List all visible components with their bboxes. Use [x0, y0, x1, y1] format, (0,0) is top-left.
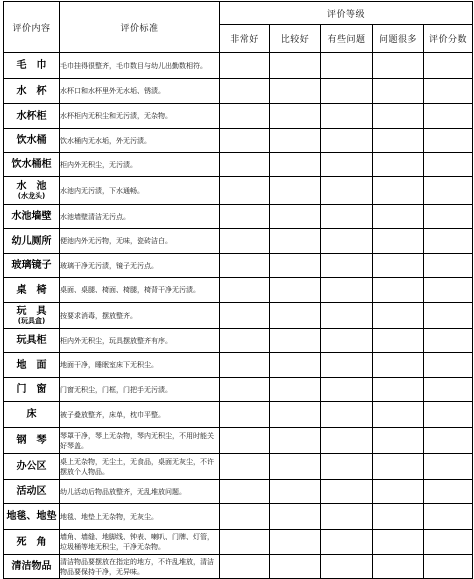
item-cell — [4, 278, 60, 303]
table-row — [4, 53, 473, 79]
table-row — [4, 329, 473, 353]
header-grade-many-issues: 问题很多 — [373, 25, 424, 53]
grade-cell-very-good[interactable] — [220, 278, 270, 303]
item-sublabel: (水龙头) — [17, 192, 46, 200]
grade-cell-very-good[interactable] — [220, 454, 270, 480]
table-row — [4, 129, 473, 153]
grade-cell-many-issues[interactable] — [373, 530, 424, 555]
grade-cell-many-issues[interactable] — [373, 129, 424, 153]
criteria-cell: 饮水桶内无水垢，外无污渍。 — [60, 129, 220, 153]
criteria-cell: 水池墙壁清洁无污点。 — [60, 205, 220, 229]
table-row — [4, 530, 473, 555]
item-cell — [4, 329, 60, 353]
item-label: 玩具柜 — [16, 335, 47, 346]
grade-cell-very-good[interactable] — [220, 303, 270, 329]
item-label: 幼儿厕所 — [11, 235, 52, 247]
item-label: 饮水桶柜 — [11, 159, 52, 170]
grade-cell-score[interactable] — [424, 254, 473, 278]
grade-cell-many-issues[interactable] — [373, 480, 424, 504]
criteria-cell: 琴罩干净，琴上无杂物，琴内无积尘，不用时能关好琴盖。 — [60, 428, 220, 454]
grade-cell-good[interactable] — [270, 555, 321, 579]
grade-cell-some-issues[interactable] — [321, 378, 373, 402]
item-cell — [4, 378, 60, 402]
item-label: 床 — [26, 409, 37, 420]
grade-cell-many-issues[interactable] — [373, 104, 424, 129]
header-grade-some-issues: 有些问题 — [321, 25, 373, 53]
criteria-cell: 墙角、墙缝、地脚线、钟表、喇叭、门牌、灯管，垃圾桶等地无积尘，干净无杂物。 — [60, 530, 220, 555]
criteria-cell: 柜内外无积尘，无污渍。 — [60, 153, 220, 177]
table-row — [4, 153, 473, 177]
grade-cell-good[interactable] — [270, 229, 321, 254]
grade-cell-good[interactable] — [270, 278, 321, 303]
grade-cell-some-issues[interactable] — [321, 303, 373, 329]
criteria-cell: 地毯、地垫上无杂物，无灰尘。 — [60, 504, 220, 530]
grade-cell-very-good[interactable] — [220, 555, 270, 579]
grade-cell-very-good[interactable] — [220, 378, 270, 402]
item-sublabel: (玩具盒) — [17, 317, 46, 325]
grade-cell-very-good[interactable] — [220, 229, 270, 254]
grade-cell-many-issues[interactable] — [373, 79, 424, 104]
item-label: 桌 椅 — [16, 284, 47, 296]
grade-cell-very-good[interactable] — [220, 353, 270, 378]
item-cell — [4, 254, 60, 278]
item-label: 毛 巾 — [16, 60, 47, 71]
criteria-cell: 毛巾挂得很整齐，毛巾数目与幼儿出勤数相符。 — [60, 53, 220, 79]
evaluation-table — [3, 1, 473, 579]
grade-cell-very-good[interactable] — [220, 53, 270, 79]
criteria-cell: 门窗无积尘，门框，门把手无污渍。 — [60, 378, 220, 402]
grade-cell-good[interactable] — [270, 428, 321, 454]
header-grade-very-good: 非常好 — [220, 25, 270, 53]
grade-cell-some-issues[interactable] — [321, 530, 373, 555]
table-row — [4, 555, 473, 579]
grade-cell-some-issues[interactable] — [321, 53, 373, 79]
grade-cell-good[interactable] — [270, 153, 321, 177]
header-criteria: 评价标准 — [60, 2, 220, 53]
grade-cell-very-good[interactable] — [220, 428, 270, 454]
grade-cell-good[interactable] — [270, 254, 321, 278]
grade-cell-good[interactable] — [270, 53, 321, 79]
grade-cell-good[interactable] — [270, 378, 321, 402]
item-cell — [4, 79, 60, 104]
grade-cell-some-issues[interactable] — [321, 555, 373, 579]
grade-cell-many-issues[interactable] — [373, 303, 424, 329]
grade-cell-score[interactable] — [424, 504, 473, 530]
header-score: 评价分数 — [424, 25, 473, 53]
grade-cell-score[interactable] — [424, 555, 473, 579]
grade-cell-some-issues[interactable] — [321, 428, 373, 454]
item-label: 办公区 — [16, 461, 47, 472]
table-row — [4, 402, 473, 428]
grade-cell-many-issues[interactable] — [373, 378, 424, 402]
table-row — [4, 454, 473, 480]
grade-cell-good[interactable] — [270, 454, 321, 480]
item-cell — [4, 353, 60, 378]
grade-cell-many-issues[interactable] — [373, 402, 424, 428]
grade-cell-some-issues[interactable] — [321, 229, 373, 254]
criteria-cell: 水池内无污渍，下水通畅。 — [60, 177, 220, 205]
grade-cell-many-issues[interactable] — [373, 153, 424, 177]
grade-cell-some-issues[interactable] — [321, 104, 373, 129]
grade-cell-score[interactable] — [424, 229, 473, 254]
grade-cell-very-good[interactable] — [220, 402, 270, 428]
grade-cell-some-issues[interactable] — [321, 504, 373, 530]
item-cell — [4, 53, 60, 79]
item-cell — [4, 129, 60, 153]
grade-cell-very-good[interactable] — [220, 153, 270, 177]
table-body — [4, 53, 473, 579]
item-label: 饮水桶 — [16, 135, 47, 146]
grade-cell-many-issues[interactable] — [373, 353, 424, 378]
grade-cell-score[interactable] — [424, 480, 473, 504]
item-cell — [4, 428, 60, 454]
grade-cell-score[interactable] — [424, 353, 473, 378]
table-row — [4, 378, 473, 402]
grade-cell-score[interactable] — [424, 402, 473, 428]
criteria-cell: 便池内外无污物，无味，瓷砖洁白。 — [60, 229, 220, 254]
item-cell — [4, 504, 60, 530]
item-cell — [4, 530, 60, 555]
grade-cell-good[interactable] — [270, 504, 321, 530]
grade-cell-score[interactable] — [424, 454, 473, 480]
item-cell — [4, 177, 60, 205]
header-item: 评价内容 — [4, 2, 60, 53]
grade-cell-very-good[interactable] — [220, 129, 270, 153]
grade-cell-good[interactable] — [270, 530, 321, 555]
item-label: 地 面 — [16, 359, 47, 371]
grade-cell-score[interactable] — [424, 329, 473, 353]
item-cell — [4, 555, 60, 579]
grade-cell-some-issues[interactable] — [321, 353, 373, 378]
grade-cell-score[interactable] — [424, 205, 473, 229]
grade-cell-some-issues[interactable] — [321, 129, 373, 153]
item-label: 地毯、地垫 — [6, 511, 57, 522]
grade-cell-score[interactable] — [424, 153, 473, 177]
criteria-cell: 水杯柜内无积尘和无污渍，无杂物。 — [60, 104, 220, 129]
grade-cell-many-issues[interactable] — [373, 329, 424, 353]
grade-cell-good[interactable] — [270, 205, 321, 229]
header-grade-group: 评价等级 — [220, 2, 473, 25]
criteria-cell: 玻璃干净无污渍，镜子无污点。 — [60, 254, 220, 278]
item-cell — [4, 153, 60, 177]
criteria-cell: 柜内外无积尘，玩具摆放整齐有序。 — [60, 329, 220, 353]
criteria-cell: 清洁物品要摆放在指定的地方，不许乱堆放，清洁物品要保持干净，无异味。 — [60, 555, 220, 579]
grade-cell-some-issues[interactable] — [321, 205, 373, 229]
grade-cell-very-good[interactable] — [220, 205, 270, 229]
item-cell — [4, 205, 60, 229]
item-label: 水 杯 — [16, 85, 47, 97]
grade-cell-some-issues[interactable] — [321, 177, 373, 205]
grade-cell-good[interactable] — [270, 353, 321, 378]
grade-cell-some-issues[interactable] — [321, 254, 373, 278]
item-label: 水池墙壁 — [11, 211, 52, 222]
grade-cell-score[interactable] — [424, 530, 473, 555]
grade-cell-some-issues[interactable] — [321, 454, 373, 480]
item-label: 玩 具 — [16, 306, 47, 317]
table-row — [4, 229, 473, 254]
grade-cell-good[interactable] — [270, 79, 321, 104]
item-label: 活动区 — [16, 486, 47, 497]
grade-cell-some-issues[interactable] — [321, 329, 373, 353]
grade-cell-many-issues[interactable] — [373, 454, 424, 480]
item-cell — [4, 454, 60, 480]
item-cell — [4, 303, 60, 329]
grade-cell-many-issues[interactable] — [373, 205, 424, 229]
criteria-cell: 按要求消毒，摆放整齐。 — [60, 303, 220, 329]
grade-cell-very-good[interactable] — [220, 504, 270, 530]
grade-cell-many-issues[interactable] — [373, 229, 424, 254]
grade-cell-some-issues[interactable] — [321, 153, 373, 177]
grade-cell-good[interactable] — [270, 177, 321, 205]
table-row — [4, 79, 473, 104]
criteria-cell: 幼儿活动后物品放整齐，无乱堆放问题。 — [60, 480, 220, 504]
criteria-cell: 被子叠放整齐，床单，枕巾平整。 — [60, 402, 220, 428]
item-label: 水杯柜 — [16, 110, 47, 122]
grade-cell-many-issues[interactable] — [373, 555, 424, 579]
grade-cell-good[interactable] — [270, 329, 321, 353]
grade-cell-score[interactable] — [424, 177, 473, 205]
criteria-cell: 地面干净，睡眠室床下无积尘。 — [60, 353, 220, 378]
grade-cell-many-issues[interactable] — [373, 53, 424, 79]
grade-cell-very-good[interactable] — [220, 329, 270, 353]
criteria-cell: 水杯口和水杯里外无水垢、锈渍。 — [60, 79, 220, 104]
item-label: 水 池 — [16, 181, 47, 192]
grade-cell-some-issues[interactable] — [321, 278, 373, 303]
item-label: 钢 琴 — [16, 435, 47, 446]
table-row — [4, 278, 473, 303]
grade-cell-good[interactable] — [270, 480, 321, 504]
grade-cell-good[interactable] — [270, 402, 321, 428]
grade-cell-very-good[interactable] — [220, 79, 270, 104]
table-row — [4, 504, 473, 530]
grade-cell-score[interactable] — [424, 79, 473, 104]
grade-cell-some-issues[interactable] — [321, 79, 373, 104]
table-row — [4, 205, 473, 229]
table-row — [4, 177, 473, 205]
grade-cell-score[interactable] — [424, 104, 473, 129]
grade-cell-some-issues[interactable] — [321, 402, 373, 428]
grade-cell-score[interactable] — [424, 303, 473, 329]
item-label: 玻璃镜子 — [11, 260, 52, 271]
grade-cell-very-good[interactable] — [220, 104, 270, 129]
header-grade-good: 比较好 — [270, 25, 321, 53]
item-label: 门 窗 — [16, 384, 47, 395]
table-row — [4, 254, 473, 278]
grade-cell-score[interactable] — [424, 378, 473, 402]
grade-cell-score[interactable] — [424, 53, 473, 79]
item-cell — [4, 104, 60, 129]
table-row — [4, 303, 473, 329]
item-cell — [4, 480, 60, 504]
grade-cell-good[interactable] — [270, 129, 321, 153]
item-label: 清洁物品 — [11, 561, 52, 572]
grade-cell-many-issues[interactable] — [373, 254, 424, 278]
grade-cell-very-good[interactable] — [220, 177, 270, 205]
item-cell — [4, 402, 60, 428]
criteria-cell: 桌面、桌腿、椅面、椅腿，椅背干净无污渍。 — [60, 278, 220, 303]
grade-cell-very-good[interactable] — [220, 254, 270, 278]
criteria-cell: 桌上无杂物，无尘土，无食品，桌面无灰尘，不许摆放个人物品。 — [60, 454, 220, 480]
grade-cell-score[interactable] — [424, 129, 473, 153]
grade-cell-score[interactable] — [424, 428, 473, 454]
table-row — [4, 353, 473, 378]
grade-cell-score[interactable] — [424, 278, 473, 303]
grade-cell-many-issues[interactable] — [373, 177, 424, 205]
grade-cell-very-good[interactable] — [220, 530, 270, 555]
grade-cell-good[interactable] — [270, 303, 321, 329]
item-cell — [4, 229, 60, 254]
table-row — [4, 104, 473, 129]
grade-cell-many-issues[interactable] — [373, 428, 424, 454]
table-row — [4, 428, 473, 454]
item-label: 死 角 — [16, 536, 47, 548]
grade-cell-very-good[interactable] — [220, 480, 270, 504]
grade-cell-good[interactable] — [270, 104, 321, 129]
grade-cell-many-issues[interactable] — [373, 278, 424, 303]
grade-cell-many-issues[interactable] — [373, 504, 424, 530]
table-row — [4, 480, 473, 504]
grade-cell-some-issues[interactable] — [321, 480, 373, 504]
